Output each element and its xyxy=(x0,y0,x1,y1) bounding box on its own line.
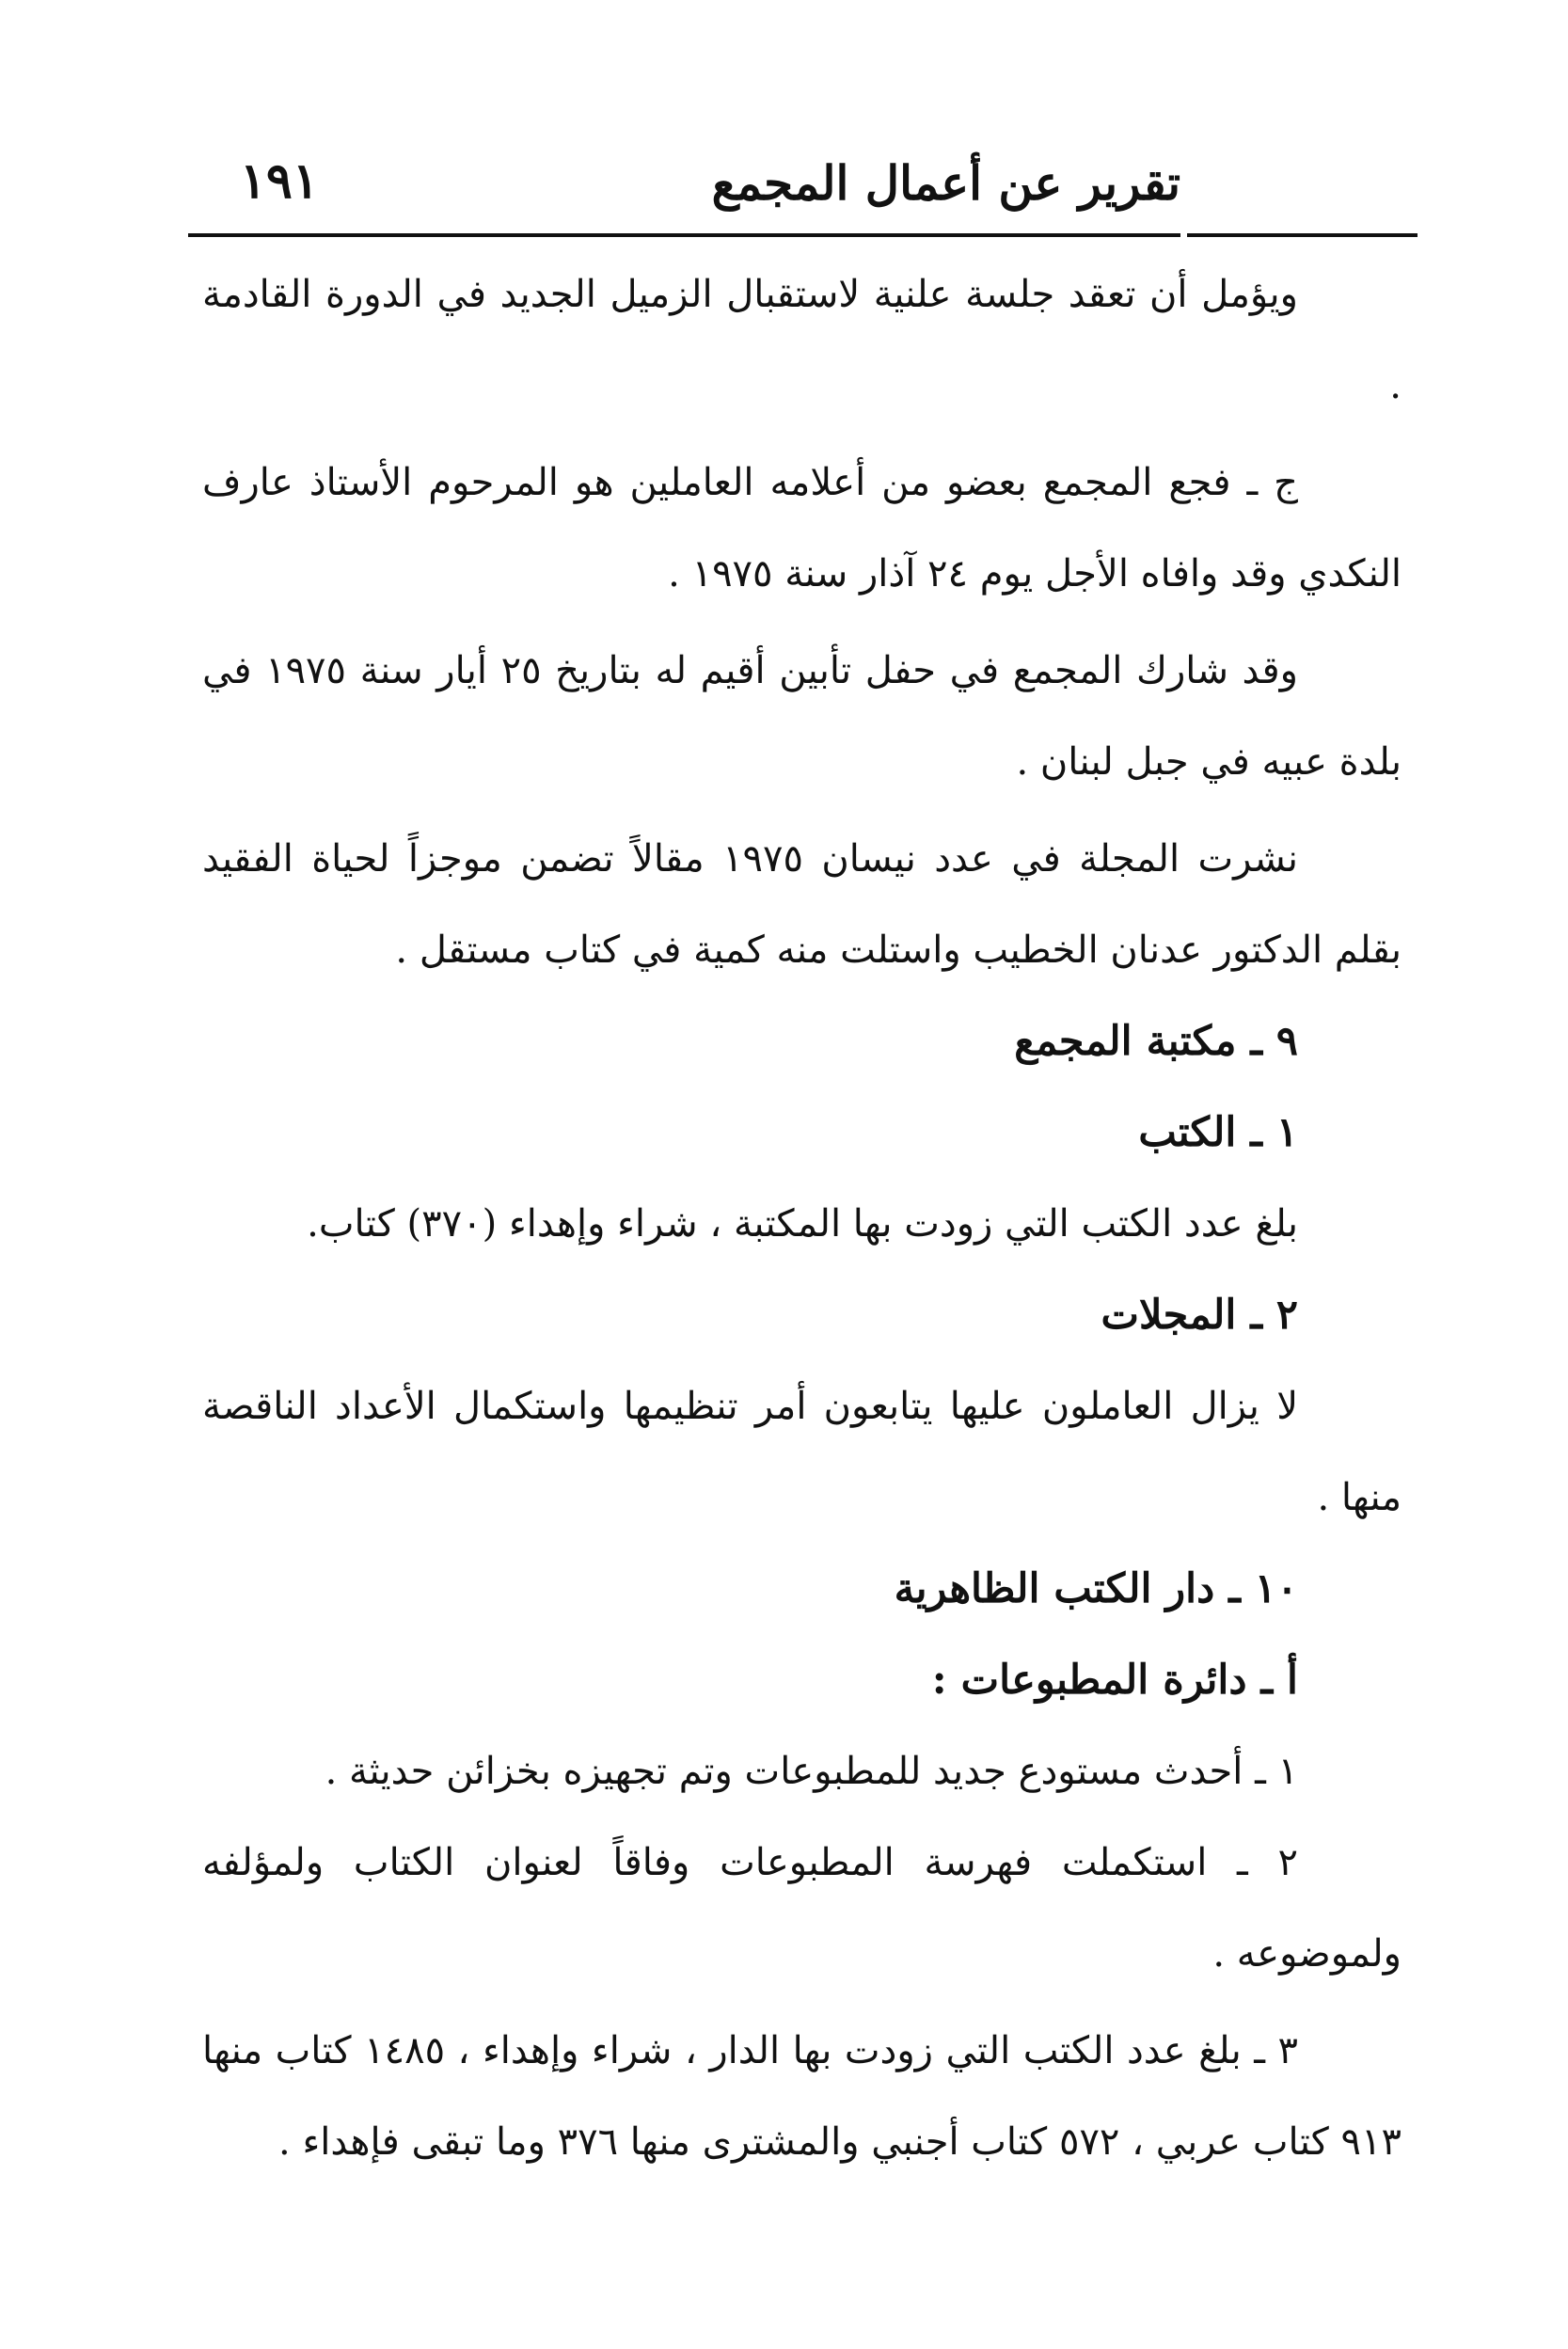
list-item-acquisitions: ٣ ـ بلغ عدد الكتب التي زودت بها الدار ، شراء وإهداء ، ١٤٨٥ كتاب منها ٩١٣ كتاب عربي ، ٥٧٢ كتاب أجنبي والمشترى منها ٣٧٦ وما تبقى فإهداء . xyxy=(202,2029,1402,2164)
list-item-new-depot: ١ ـ أحدث مستودع جديد للمطبوعات وتم تجهيزه بخزائن حديثة . xyxy=(325,1750,1298,1793)
body-text xyxy=(202,249,1402,2188)
page-title: تقرير عن أعمال المجمع xyxy=(711,155,1180,211)
paragraph-member-death: ج ـ فجع المجمع بعضو من أعلامه العاملين هو المرحوم الأستاذ عارف النكدي وقد وافاه الأجل يوم ٢٤ آذار سنة ١٩٧٥ . xyxy=(202,461,1402,595)
header-rule xyxy=(188,233,1180,237)
paragraph-journals: لا يزال العاملون عليها يتابعون أمر تنظيمها واستكمال الأعداد الناقصة منها . xyxy=(202,1385,1402,1519)
subsection-heading-books: ١ ـ الكتب xyxy=(1138,1109,1298,1156)
paragraph-books-count: بلغ عدد الكتب التي زودت بها المكتبة ، شراء وإهداء (٣٧٠) كتاب. xyxy=(307,1202,1298,1246)
header-rule-segment xyxy=(1187,233,1418,237)
section-heading-academy-library: ٩ ـ مكتبة المجمع xyxy=(1014,1018,1298,1065)
section-heading-zahiriyya-library: ١٠ ـ دار الكتب الظاهرية xyxy=(894,1565,1298,1612)
paragraph-memorial: وقد شارك المجمع في حفل تأبين أقيم له بتاريخ ٢٥ أيار سنة ١٩٧٥ في بلدة عبيه في جبل لبنان . xyxy=(202,649,1402,784)
list-item-cataloguing: ٢ ـ استكملت فهرسة المطبوعات وفاقاً لعنوان الكتاب ولمؤلفه ولموضوعه . xyxy=(202,1841,1402,1976)
subsection-heading-journals: ٢ ـ المجلات xyxy=(1101,1292,1298,1339)
running-header xyxy=(183,141,1416,245)
paragraph-journal-article: نشرت المجلة في عدد نيسان ١٩٧٥ مقالاً تضمن موجزاً لحياة الفقيد بقلم الدكتور عدنان الخطيب واستلت منه كمية في كتاب مستقل . xyxy=(202,837,1402,972)
page-number: ١٩١ xyxy=(240,152,319,210)
subsection-heading-printed-works: أ ـ دائرة المطبوعات : xyxy=(931,1657,1298,1704)
paragraph-reception-session: ويؤمل أن تعقد جلسة علنية لاستقبال الزميل الجديد في الدورة القادمة . xyxy=(202,273,1402,407)
